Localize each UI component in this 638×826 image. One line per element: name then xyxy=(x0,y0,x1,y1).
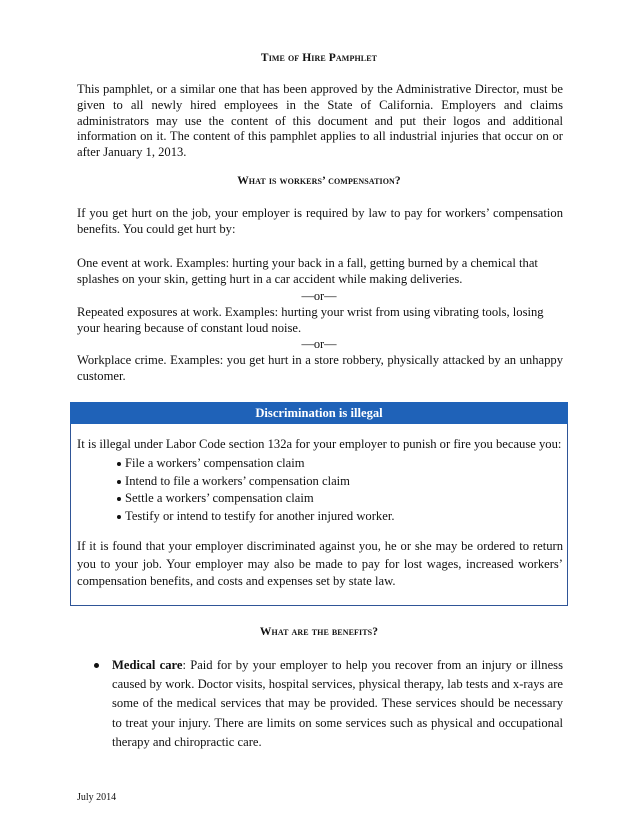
intro-paragraph: This pamphlet, or a similar one that has been approved by the Administrative Director, must be given to all newly hired employees in the State of California. Employers and claims administrators may use the content of this document and put their logos and additional information on it. The content of this pamphlet applies to all industrial injuries that occur on or after January 1, 2013. xyxy=(77,82,563,160)
bullet-icon xyxy=(117,480,121,484)
medical-care-text: : Paid for by your employer to help you recover from an injury or illness caused by work. Doctor visits, hospital services, physical therapy, lab tests and x-rays are some of the medical services that may be provided. These services should be necessary to treat your injury. There are limits on some services such as physical and occupational therapy and chiropractic care. xyxy=(112,658,563,749)
bullet-icon xyxy=(94,663,99,668)
bullet-icon xyxy=(117,497,121,501)
footer-date: July 2014 xyxy=(77,792,117,803)
or-separator: —or— xyxy=(301,337,337,351)
workers-comp-lead: If you get hurt on the job, your employer is required by law to pay for workers’ compensation benefits. You could get hurt by: xyxy=(77,206,563,236)
hurt-example-one-event: One event at work. Examples: hurting your back in a fall, getting burned by a chemical that splashes on your skin, getting hurt in a car accident while making deliveries. xyxy=(77,256,538,286)
bullet-icon xyxy=(117,515,121,519)
bullet-icon xyxy=(117,462,121,466)
list-item: Testify or intend to testify for another injured worker. xyxy=(117,508,394,526)
or-separator: —or— xyxy=(301,289,337,303)
discrimination-intro: It is illegal under Labor Code section 132a for your employer to punish or fire you because you: xyxy=(77,437,562,451)
discrimination-box-header: Discrimination is illegal xyxy=(70,402,568,424)
medical-care-term: Medical care xyxy=(112,658,183,672)
section-heading-benefits: What are the benefits? xyxy=(259,626,379,638)
list-item: Settle a workers’ compensation claim xyxy=(117,490,394,508)
benefit-medical-care xyxy=(112,656,563,752)
discrimination-list xyxy=(117,455,394,525)
hurt-example-repeated: Repeated exposures at work. Examples: hurting your wrist from using vibrating tools, losing your hearing because of constant loud noise. xyxy=(77,305,544,335)
page-title: Time of Hire Pamphlet xyxy=(260,52,378,64)
hurt-example-crime: Workplace crime. Examples: you get hurt in a store robbery, physically attacked by an unhappy customer. xyxy=(77,353,563,383)
list-item: File a workers’ compensation claim xyxy=(117,455,394,473)
section-heading-workers-comp: What is workers’ compensation? xyxy=(237,175,401,187)
list-item: Intend to file a workers’ compensation claim xyxy=(117,473,394,491)
discrimination-closing: If it is found that your employer discriminated against you, he or she may be ordered to return you to your job. Your employer may also be made to pay for lost wages, increased workers’ compensation benefits, and costs and expenses set by state law. xyxy=(77,539,563,589)
